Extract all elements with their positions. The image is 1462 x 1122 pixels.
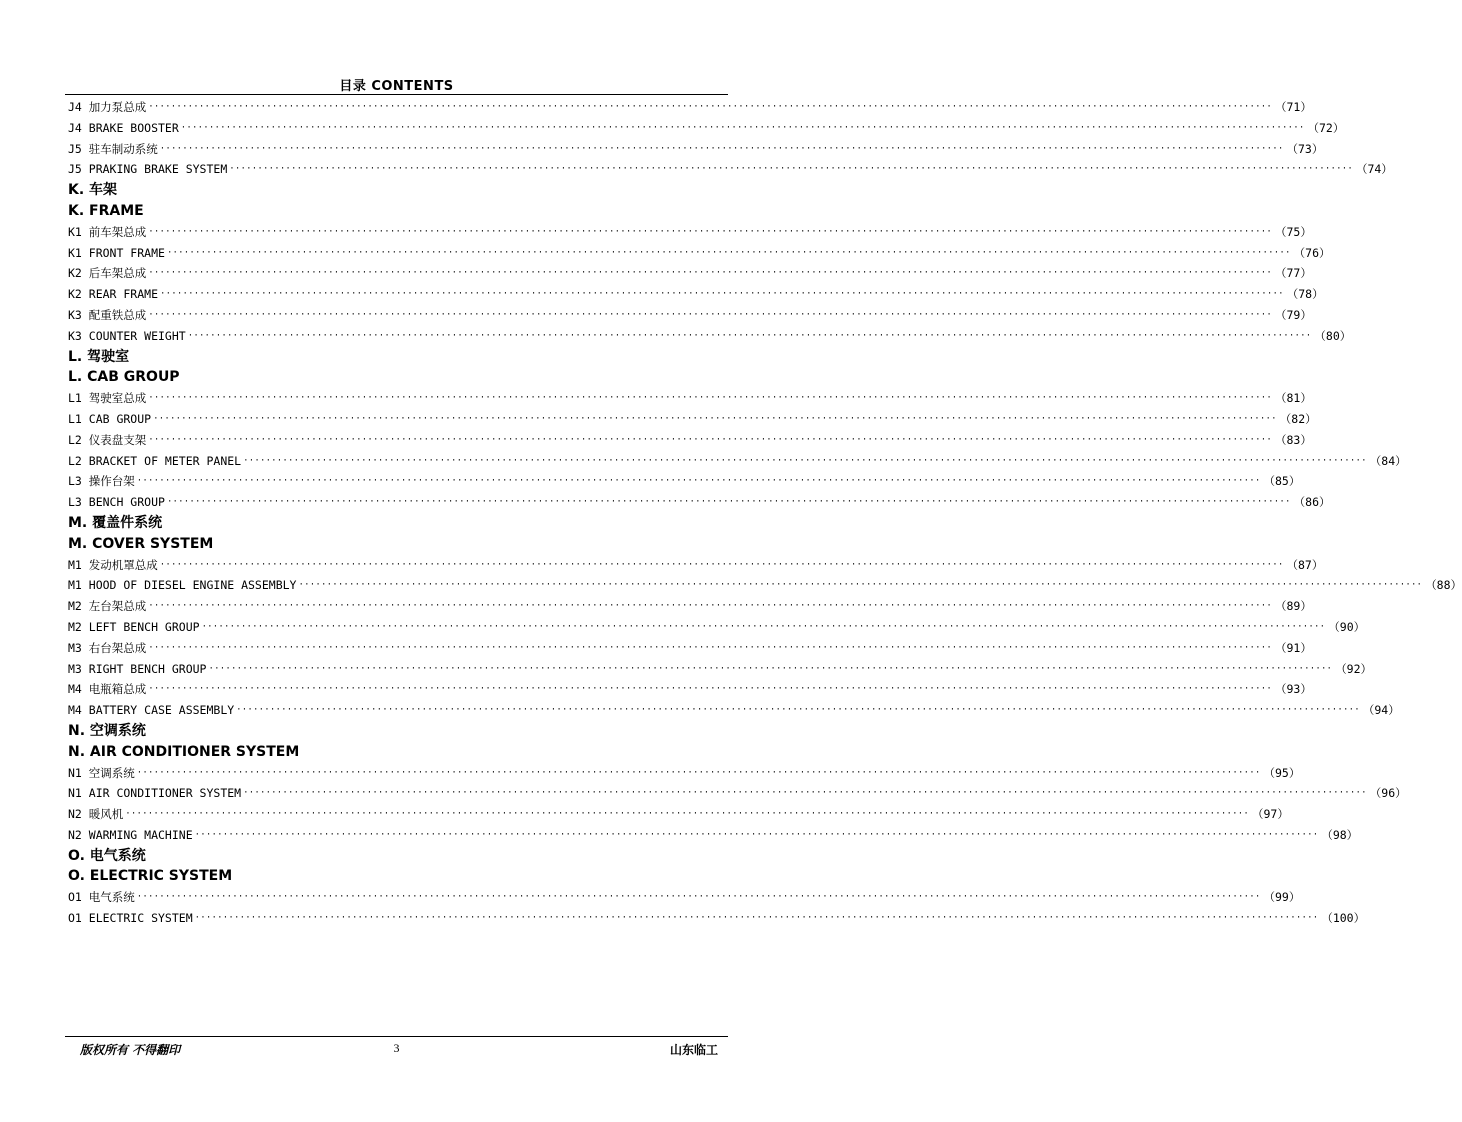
toc-section-heading: K. 车架	[68, 182, 118, 199]
dot-leader: ········································································································································································································	[159, 559, 1284, 570]
toc-entry-page: （75）	[1274, 224, 1312, 239]
toc-entry[interactable]	[68, 596, 1312, 617]
toc-entry-page: （88）	[1425, 578, 1462, 593]
toc-entry-label: K1 前车架总成	[68, 224, 147, 239]
dot-leader: ········································································································································································································	[136, 892, 1261, 903]
table-of-contents	[68, 97, 1462, 929]
toc-entry-label: N2 WARMING MACHINE	[68, 827, 193, 842]
toc-entry[interactable]	[68, 284, 1324, 305]
toc-entry-page: （95）	[1263, 765, 1301, 780]
dot-leader: ········································································································································································································	[148, 642, 1272, 653]
dot-leader: ········································································································································································································	[148, 309, 1272, 320]
dot-leader: ········································································································································································································	[125, 809, 1249, 820]
dot-leader: ········································································································································································································	[236, 705, 1360, 716]
toc-entry[interactable]	[68, 763, 1301, 784]
dot-leader: ········································································································································································································	[148, 434, 1272, 445]
toc-entry-label: L2 仪表盘支架	[68, 432, 147, 447]
toc-entry-page: （99）	[1263, 890, 1301, 905]
toc-entry[interactable]	[68, 388, 1312, 409]
toc-section-heading: O. ELECTRIC SYSTEM	[68, 868, 233, 885]
toc-entry-page: （73）	[1286, 141, 1324, 156]
toc-entry[interactable]	[68, 638, 1312, 659]
toc-entry-page: （72）	[1307, 120, 1345, 135]
copyright-notice: 版权所有 不得翻印	[80, 1043, 181, 1057]
toc-entry-page: （86）	[1293, 495, 1331, 510]
toc-entry-label: K2 后车架总成	[68, 266, 147, 281]
toc-entry-label: L3 操作台架	[68, 474, 135, 489]
toc-entry[interactable]	[68, 700, 1400, 721]
toc-entry-label: K3 配重铁总成	[68, 307, 147, 322]
toc-entry-page: （87）	[1286, 557, 1324, 572]
toc-entry[interactable]	[68, 908, 1366, 929]
toc-entry-page: （79）	[1274, 307, 1312, 322]
toc-entry-label: M2 左台架总成	[68, 599, 147, 614]
toc-entry-page: （77）	[1274, 266, 1312, 281]
toc-entry-label: M3 RIGHT BENCH GROUP	[68, 661, 207, 676]
toc-entry-label: N1 AIR CONDITIONER SYSTEM	[68, 786, 242, 801]
page-title: 目录 CONTENTS	[339, 79, 454, 94]
toc-entry-label: L1 驾驶室总成	[68, 391, 147, 406]
toc-entry-page: （82）	[1279, 411, 1317, 426]
toc-section-heading: O. 电气系统	[68, 847, 146, 864]
dot-leader: ········································································································································································································	[194, 913, 1319, 924]
toc-entry-page: （98）	[1321, 827, 1359, 842]
toc-entry-page: （96）	[1369, 786, 1407, 801]
dot-leader: ········································································································································································································	[243, 788, 1367, 799]
toc-entry-label: N1 空调系统	[68, 765, 135, 780]
dot-leader: ········································································································································································································	[180, 122, 1305, 133]
toc-entry-label: K1 FRONT FRAME	[68, 245, 165, 260]
company-name: 山东临工	[669, 1043, 718, 1057]
toc-entry-label: M4 电瓶箱总成	[68, 682, 147, 697]
toc-entry[interactable]	[68, 430, 1312, 451]
toc-entry[interactable]	[68, 263, 1312, 284]
toc-entry-label: J5 驻车制动系统	[68, 141, 158, 156]
toc-entry-label: M4 BATTERY CASE ASSEMBLY	[68, 703, 235, 718]
toc-entry[interactable]	[68, 305, 1312, 326]
toc-entry[interactable]	[68, 555, 1324, 576]
toc-entry[interactable]	[68, 617, 1366, 638]
toc-section-heading: N. 空调系统	[68, 722, 146, 739]
toc-section-heading: L. CAB GROUP	[68, 369, 180, 386]
toc-section-heading: K. FRAME	[68, 202, 144, 219]
toc-entry[interactable]	[68, 451, 1407, 472]
toc-entry-page: （97）	[1251, 807, 1289, 822]
dot-leader: ········································································································································································································	[159, 143, 1284, 154]
footer-divider	[65, 1036, 728, 1037]
toc-entry-label: N2 暖风机	[68, 807, 124, 822]
toc-entry-label: L2 BRACKET OF METER PANEL	[68, 453, 242, 468]
toc-entry[interactable]	[68, 679, 1312, 700]
page-number: 3	[393, 1041, 400, 1055]
toc-entry-page: （91）	[1274, 640, 1312, 655]
dot-leader: ········································································································································································································	[148, 393, 1272, 404]
toc-entry[interactable]	[68, 825, 1359, 846]
toc-entry-page: （78）	[1286, 287, 1324, 302]
toc-entry-label: M3 右台架总成	[68, 640, 147, 655]
toc-entry-label: K2 REAR FRAME	[68, 287, 159, 302]
toc-entry[interactable]	[68, 492, 1331, 513]
toc-entry[interactable]	[68, 159, 1393, 180]
toc-entry-page: （94）	[1362, 703, 1400, 718]
dot-leader: ········································································································································································································	[148, 226, 1272, 237]
toc-entry[interactable]	[68, 575, 1462, 596]
toc-entry-page: （74）	[1355, 162, 1393, 177]
dot-leader: ········································································································································································································	[187, 330, 1312, 341]
dot-leader: ········································································································································································································	[136, 767, 1261, 778]
dot-leader: ········································································································································································································	[194, 829, 1319, 840]
toc-entry-page: （81）	[1274, 391, 1312, 406]
toc-entry-page: （83）	[1274, 432, 1312, 447]
toc-entry-page: （89）	[1274, 599, 1312, 614]
toc-section-heading: N. AIR CONDITIONER SYSTEM	[68, 743, 300, 760]
dot-leader: ········································································································································································································	[136, 476, 1261, 487]
toc-entry-label: O1 电气系统	[68, 890, 135, 905]
dot-leader: ········································································································································································································	[148, 102, 1272, 112]
toc-entry-label: J5 PRAKING BRAKE SYSTEM	[68, 162, 228, 177]
toc-entry[interactable]	[68, 118, 1345, 139]
toc-entry[interactable]	[68, 783, 1407, 804]
toc-entry-label: M2 LEFT BENCH GROUP	[68, 619, 200, 634]
toc-entry[interactable]	[68, 326, 1352, 347]
toc-entry-label: L3 BENCH GROUP	[68, 495, 165, 510]
toc-entry-page: （84）	[1369, 453, 1407, 468]
toc-entry-page: （100）	[1321, 911, 1366, 926]
dot-leader: ········································································································································································································	[298, 580, 1423, 591]
dot-leader: ········································································································································································································	[160, 289, 1284, 300]
toc-entry-label: O1 ELECTRIC SYSTEM	[68, 911, 193, 926]
toc-section-heading: M. 覆盖件系统	[68, 514, 163, 531]
toc-entry[interactable]	[68, 471, 1301, 492]
toc-entry[interactable]	[68, 409, 1317, 430]
toc-section-heading: L. 驾驶室	[68, 348, 130, 365]
dot-leader: ········································································································································································································	[153, 413, 1277, 424]
dot-leader: ········································································································································································································	[148, 601, 1272, 612]
toc-entry[interactable]	[68, 243, 1331, 264]
dot-leader: ········································································································································································································	[166, 497, 1291, 508]
toc-entry-page: （76）	[1293, 245, 1331, 260]
toc-entry-page: （85）	[1263, 474, 1301, 489]
dot-leader: ········································································································································································································	[166, 247, 1291, 258]
toc-entry-page: （80）	[1314, 328, 1352, 343]
toc-entry-label: L1 CAB GROUP	[68, 411, 152, 426]
toc-entry[interactable]	[68, 97, 1312, 118]
dot-leader: ········································································································································································································	[243, 455, 1367, 466]
toc-entry[interactable]	[68, 659, 1373, 680]
toc-entry-label: M1 发动机罩总成	[68, 557, 158, 572]
dot-leader: ········································································································································································································	[229, 164, 1353, 175]
toc-entry[interactable]	[68, 222, 1312, 243]
toc-entry-label: M1 HOOD OF DIESEL ENGINE ASSEMBLY	[68, 578, 297, 593]
toc-entry-label: J4 加力泵总成	[68, 100, 147, 114]
toc-entry[interactable]	[68, 887, 1301, 908]
dot-leader: ········································································································································································································	[148, 684, 1272, 695]
toc-entry-page: （92）	[1335, 661, 1373, 676]
toc-entry-page: （93）	[1274, 682, 1312, 697]
header-divider	[65, 94, 728, 95]
dot-leader: ········································································································································································································	[201, 621, 1326, 632]
dot-leader: ········································································································································································································	[208, 663, 1333, 674]
dot-leader: ········································································································································································································	[148, 268, 1272, 279]
toc-section-heading: M. COVER SYSTEM	[68, 535, 214, 552]
toc-entry-page: （90）	[1328, 619, 1366, 634]
toc-entry[interactable]	[68, 139, 1324, 160]
toc-entry-label: J4 BRAKE BOOSTER	[68, 120, 179, 135]
toc-entry-page: （71）	[1274, 100, 1312, 114]
toc-entry[interactable]	[68, 804, 1289, 825]
toc-entry-label: K3 COUNTER WEIGHT	[68, 328, 186, 343]
